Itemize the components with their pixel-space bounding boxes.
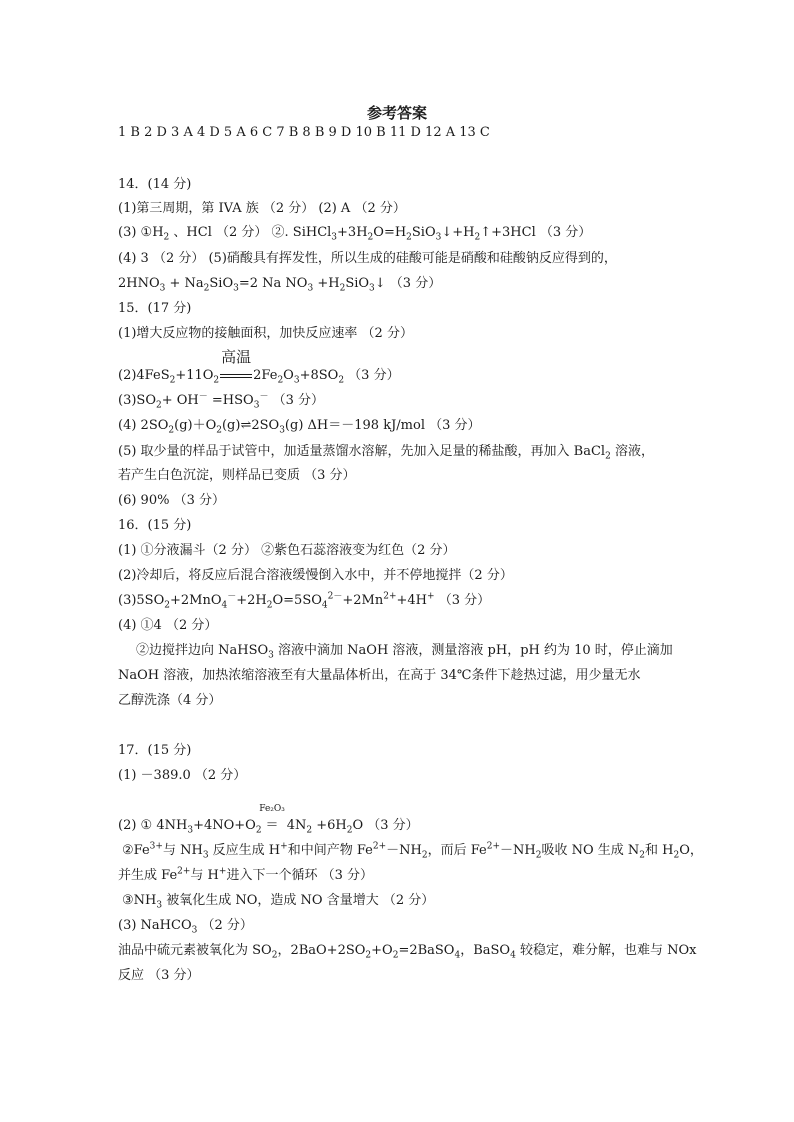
q17-line-1: (1) －389.0 （2 分）: [118, 768, 247, 783]
q17-header: 17．(15 分): [118, 743, 192, 758]
multiple-choice-answers: 1 B 2 D 3 A 4 D 5 A 6 C 7 B 8 B 9 D 10 B 11 D 12 A 13 C: [118, 125, 490, 140]
q15-line-6: 若产生白色沉淀，则样品已变质 （3 分）: [118, 468, 356, 483]
q16-header: 16．(15 分): [118, 518, 192, 533]
q15-line-5: (5) 取少量的样品于试管中，加适量蒸馏水溶解，先加入足量的稀盐酸，再加入 BaCl$_2$ 溶液，: [118, 444, 654, 462]
high-temp-condition: 高温: [219, 367, 253, 385]
q17-line-6: (3) NaHCO$_3$ （2 分）: [118, 918, 253, 936]
q15-line-4: (4) $2SO_2(g)+O_2(g)\rightleftharpoons 2SO_3(g)$ ΔH＝－198 kJ/mol （3 分）: [118, 418, 481, 436]
q17-line-2: (2) ① $4NH_3+4NO+O_2$ Fe₂O₃ ＝ $4N_2 +6H_2O$ （3 分）: [118, 804, 419, 836]
q14-line-1: (1)第三周期，第 IVA 族 （2 分） (2) A （2 分）: [118, 201, 406, 216]
q16-line-5: ②边搅拌边向 NaHSO$_3$ 溶液中滴加 NaOH 溶液，测量溶液 pH，pH 约为 10 时，停止滴加: [136, 643, 673, 661]
q15-line-3: $(3)SO_2+ OH^- =HSO_3^-$ （3 分）: [118, 391, 324, 411]
q16-line-3: $(3)5SO_2+2MnO_4^-+2H_2O=5SO_4^{2-}+2Mn^{2+}+4H^+$ （3 分）: [118, 591, 491, 611]
q16-line-2: (2)冷却后，将反应后混合溶液缓慢倒入水中，并不停地搅拌（2 分）: [118, 568, 513, 583]
q15-line-7: (6) 90% （3 分）: [118, 493, 225, 508]
q14-line-2: (3) $①H_2$ 、HCl （2 分） ②. $SiHCl_3+3H_2O=H_2SiO_3↓+H_2↑+3HCl$ （3 分）: [118, 225, 592, 243]
q16-line-7: 乙醇洗涤（4 分）: [118, 693, 222, 708]
q14-line-3: (4) 3 （2 分） (5)硝酸具有挥发性，所以生成的硅酸可能是硝酸和硅酸钠反应得到的，: [118, 251, 617, 266]
q14-header: 14．(14 分): [118, 177, 192, 192]
q17-line-4: 并生成 $Fe^{2+}$与 H+进入下一个循环 （3 分）: [118, 866, 373, 883]
q15-header: 15．(17 分): [118, 301, 192, 316]
q16-line-1: (1) ①分液漏斗（2 分） ②紫色石蕊溶液变为红色（2 分）: [118, 543, 456, 558]
q17-line-7: 油品中硫元素被氧化为 $SO_2$，$2BaO+2SO_2+O_2=2BaSO_4$，BaSO$_4$ 较稳定，难分解，也难与 NOx: [118, 943, 697, 961]
q15-line-2: $(2)4FeS_2+11O_2$ 高温 $2Fe_2O_3+8SO_2$ （3 分）: [118, 348, 400, 386]
page-title: 参考答案: [366, 104, 427, 122]
q14-line-4: $2HNO_3 + Na_2SiO_3=2$ Na $NO_3$ $+H_2SiO_3↓$ （3 分）: [118, 276, 442, 294]
q15-line-1: (1)增大反应物的接触面积，加快反应速率 （2 分）: [118, 326, 413, 341]
q16-line-6: NaOH 溶液，加热浓缩溶液至有大量晶体析出，在高于 34℃条件下趁热过滤，用少量无水: [118, 668, 641, 683]
q16-line-4: (4) ①4 （2 分）: [118, 618, 218, 633]
q17-line-5: $③NH_3$ 被氧化生成 NO，造成 NO 含量增大 （2 分）: [122, 893, 435, 911]
catalyst-condition: Fe₂O₃ ＝: [259, 804, 285, 833]
q17-line-8: 反应 （3 分）: [118, 968, 200, 983]
q17-line-3: $②Fe^{3+}$与 $NH_3$ 反应生成 H+和中间产物 $Fe^{2+}-NH_2$，而后 $Fe^{2+}-NH_2$吸收 NO 生成 $N_2$和 $H_2O$，: [122, 841, 703, 861]
